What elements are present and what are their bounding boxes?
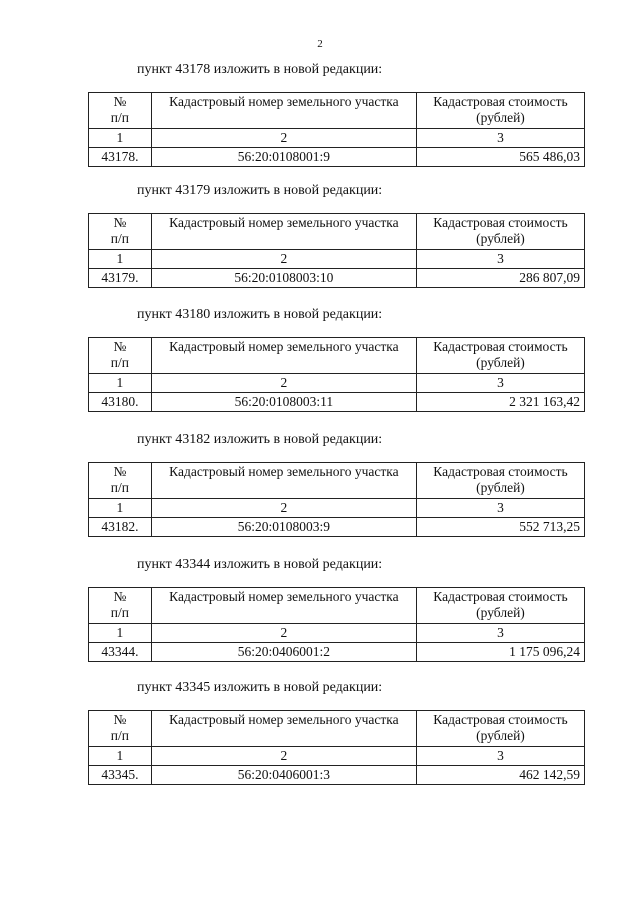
row-cadastral-number: 56:20:0108003:10 bbox=[151, 269, 416, 288]
header-cadastral-number: Кадастровый номер земельного участка bbox=[151, 588, 416, 624]
section-heading: пункт 43182 изложить в новой редакции: bbox=[137, 432, 383, 447]
row-cadastral-value: 552 713,25 bbox=[416, 518, 584, 537]
row-cadastral-number: 56:20:0406001:3 bbox=[151, 766, 416, 785]
column-index-3: 3 bbox=[416, 374, 584, 393]
row-cadastral-number: 56:20:0108003:9 bbox=[151, 518, 416, 537]
column-index-3: 3 bbox=[416, 624, 584, 643]
column-index-2: 2 bbox=[151, 499, 416, 518]
cadastral-table bbox=[88, 337, 585, 412]
table-header-row bbox=[89, 463, 585, 499]
table-row bbox=[89, 393, 585, 412]
row-cadastral-value: 462 142,59 bbox=[416, 766, 584, 785]
column-index-row bbox=[89, 374, 585, 393]
column-index-2: 2 bbox=[151, 250, 416, 269]
table-header-row bbox=[89, 711, 585, 747]
header-cadastral-number: Кадастровый номер земельного участка bbox=[151, 463, 416, 499]
column-index-1: 1 bbox=[89, 747, 152, 766]
cadastral-table bbox=[88, 587, 585, 662]
column-index-3: 3 bbox=[416, 129, 584, 148]
table-header-row bbox=[89, 93, 585, 129]
column-index-2: 2 bbox=[151, 129, 416, 148]
column-index-1: 1 bbox=[89, 250, 152, 269]
column-index-1: 1 bbox=[89, 499, 152, 518]
row-num: 43182. bbox=[89, 518, 152, 537]
column-index-1: 1 bbox=[89, 624, 152, 643]
table-row bbox=[89, 643, 585, 662]
table-header-row bbox=[89, 588, 585, 624]
header-cadastral-value: Кадастровая стоимость (рублей) bbox=[416, 214, 584, 250]
row-cadastral-number: 56:20:0108001:9 bbox=[151, 148, 416, 167]
header-num: № п/п bbox=[89, 338, 152, 374]
section-heading: пункт 43180 изложить в новой редакции: bbox=[137, 307, 383, 322]
column-index-3: 3 bbox=[416, 747, 584, 766]
table-header-row bbox=[89, 214, 585, 250]
row-cadastral-value: 2 321 163,42 bbox=[416, 393, 584, 412]
header-cadastral-value: Кадастровая стоимость (рублей) bbox=[416, 338, 584, 374]
table-row bbox=[89, 269, 585, 288]
table-row bbox=[89, 518, 585, 537]
row-cadastral-value: 286 807,09 bbox=[416, 269, 584, 288]
header-num: № п/п bbox=[89, 463, 152, 499]
header-cadastral-number: Кадастровый номер земельного участка bbox=[151, 93, 416, 129]
cadastral-table bbox=[88, 710, 585, 785]
row-cadastral-value: 565 486,03 bbox=[416, 148, 584, 167]
column-index-1: 1 bbox=[89, 374, 152, 393]
header-num: № п/п bbox=[89, 588, 152, 624]
header-cadastral-value: Кадастровая стоимость (рублей) bbox=[416, 93, 584, 129]
row-num: 43345. bbox=[89, 766, 152, 785]
row-num: 43178. bbox=[89, 148, 152, 167]
table-row bbox=[89, 148, 585, 167]
cadastral-table bbox=[88, 92, 585, 167]
row-num: 43344. bbox=[89, 643, 152, 662]
section-heading: пункт 43344 изложить в новой редакции: bbox=[137, 557, 383, 572]
table-header-row bbox=[89, 338, 585, 374]
header-cadastral-number: Кадастровый номер земельного участка bbox=[151, 214, 416, 250]
column-index-1: 1 bbox=[89, 129, 152, 148]
section-heading: пункт 43178 изложить в новой редакции: bbox=[137, 62, 383, 77]
header-num: № п/п bbox=[89, 214, 152, 250]
section-heading: пункт 43179 изложить в новой редакции: bbox=[137, 183, 383, 198]
header-num: № п/п bbox=[89, 93, 152, 129]
column-index-row bbox=[89, 129, 585, 148]
column-index-row bbox=[89, 499, 585, 518]
column-index-2: 2 bbox=[151, 374, 416, 393]
row-cadastral-number: 56:20:0108003:11 bbox=[151, 393, 416, 412]
header-cadastral-value: Кадастровая стоимость (рублей) bbox=[416, 588, 584, 624]
column-index-row bbox=[89, 747, 585, 766]
header-num: № п/п bbox=[89, 711, 152, 747]
page-number: 2 bbox=[317, 38, 323, 50]
table-row bbox=[89, 766, 585, 785]
header-cadastral-value: Кадастровая стоимость (рублей) bbox=[416, 711, 584, 747]
row-cadastral-number: 56:20:0406001:2 bbox=[151, 643, 416, 662]
row-cadastral-value: 1 175 096,24 bbox=[416, 643, 584, 662]
column-index-2: 2 bbox=[151, 624, 416, 643]
row-num: 43180. bbox=[89, 393, 152, 412]
cadastral-table bbox=[88, 462, 585, 537]
row-num: 43179. bbox=[89, 269, 152, 288]
column-index-2: 2 bbox=[151, 747, 416, 766]
column-index-3: 3 bbox=[416, 250, 584, 269]
column-index-row bbox=[89, 250, 585, 269]
header-cadastral-number: Кадастровый номер земельного участка bbox=[151, 338, 416, 374]
cadastral-table bbox=[88, 213, 585, 288]
column-index-row bbox=[89, 624, 585, 643]
column-index-3: 3 bbox=[416, 499, 584, 518]
section-heading: пункт 43345 изложить в новой редакции: bbox=[137, 680, 383, 695]
header-cadastral-number: Кадастровый номер земельного участка bbox=[151, 711, 416, 747]
header-cadastral-value: Кадастровая стоимость (рублей) bbox=[416, 463, 584, 499]
